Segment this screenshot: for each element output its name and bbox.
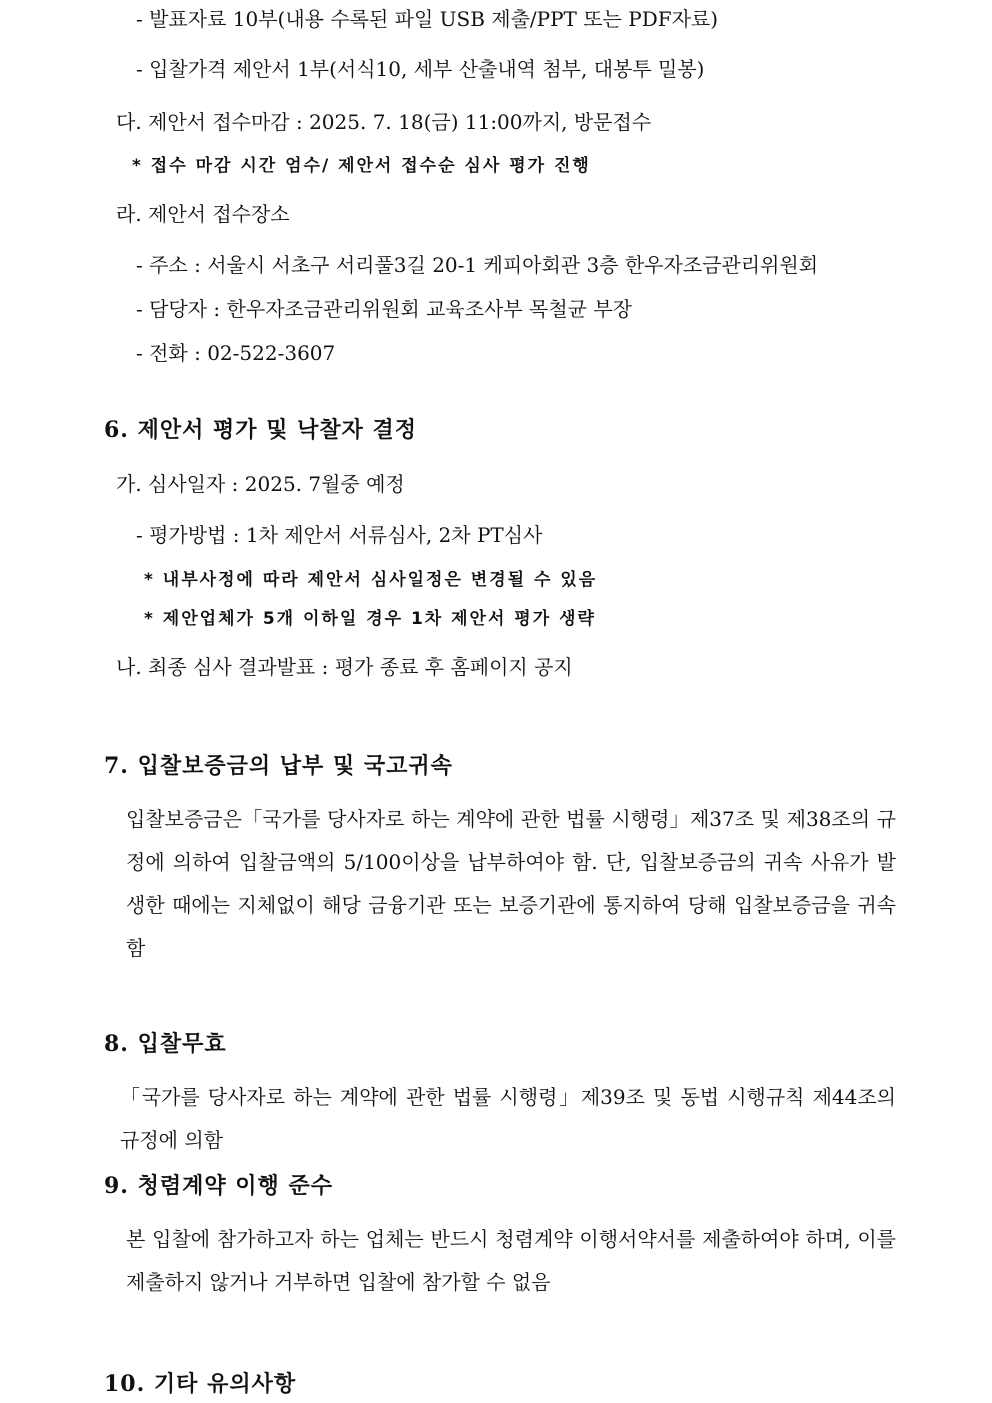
note: * 접수 마감 시간 엄수/ 제안서 접수순 심사 평가 진행 (132, 156, 591, 176)
list-item: - 주소 : 서울시 서초구 서리풀3길 20-1 케피아회관 3층 한우자조금관리위원회 (136, 253, 819, 277)
list-item: 나. 최종 심사 결과발표 : 평가 종료 후 홈페이지 공지 (116, 655, 573, 679)
section-heading: 10. 기타 유의사항 (104, 1371, 297, 1397)
list-item: 라. 제안서 접수장소 (116, 202, 290, 226)
list-item: - 평가방법 : 1차 제안서 서류심사, 2차 PT심사 (136, 523, 543, 547)
list-item: 다. 제안서 접수마감 : 2025. 7. 18(금) 11:00까지, 방문접수 (116, 110, 652, 134)
list-item: - 발표자료 10부(내용 수록된 파일 USB 제출/PPT 또는 PDF자료) (136, 7, 719, 31)
note: * 제안업체가 5개 이하일 경우 1차 제안서 평가 생략 (144, 609, 596, 629)
section-heading: 9. 청렴계약 이행 준수 (104, 1173, 333, 1199)
note: * 내부사정에 따라 제안서 심사일정은 변경될 수 있음 (144, 570, 598, 590)
list-item: - 전화 : 02-522-3607 (136, 341, 336, 365)
section-heading: 6. 제안서 평가 및 낙찰자 결정 (104, 417, 418, 443)
list-item: - 담당자 : 한우자조금관리위원회 교육조사부 목철균 부장 (136, 297, 633, 321)
list-item: - 입찰가격 제안서 1부(서식10, 세부 산출내역 첨부, 대봉투 밀봉) (136, 57, 705, 81)
section-heading: 7. 입찰보증금의 납부 및 국고귀속 (104, 753, 453, 779)
paragraph: 본 입찰에 참가하고자 하는 업체는 반드시 청렴계약 이행서약서를 제출하여야 하며, 이를 제출하지 않거나 거부하면 입찰에 참가할 수 없음 (126, 1227, 896, 1294)
paragraph: 「국가를 당사자로 하는 계약에 관한 법률 시행령」제39조 및 동법 시행규칙 제44조의 규정에 의함 (120, 1085, 896, 1152)
list-item: 가. 심사일자 : 2025. 7월중 예정 (116, 472, 405, 496)
section-heading: 8. 입찰무효 (104, 1031, 227, 1057)
paragraph: 입찰보증금은「국가를 당사자로 하는 계약에 관한 법률 시행령」제37조 및 제38조의 규정에 의하여 입찰금액의 5/100이상을 납부하여야 함. 단, 입찰보증금의 귀속 사유가 발생한 때에는 지체없이 해당 금융기관 또는 보증기관에 통지하여 당해 입찰보증금을 귀속함 (126, 807, 896, 960)
